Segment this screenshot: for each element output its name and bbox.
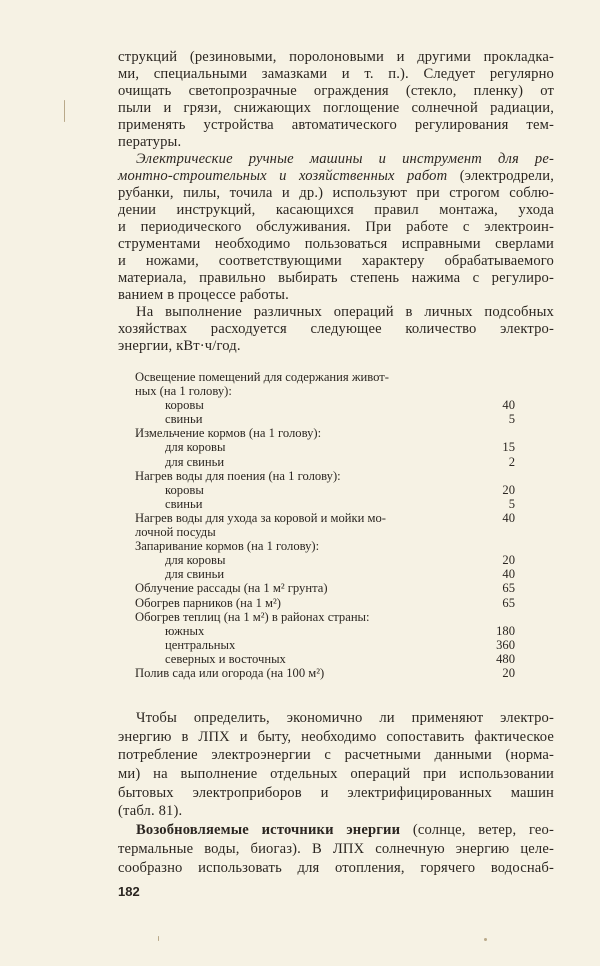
row-value: 360	[496, 637, 515, 652]
italic-run: монтно-строительных и хозяйственных работ	[118, 168, 448, 184]
scan-speck	[484, 938, 487, 941]
row-label: Полив сада или огорода (на 100 м²)	[135, 665, 325, 680]
row-value: 180	[496, 623, 515, 638]
scan-speck	[158, 936, 159, 941]
table-row	[135, 638, 515, 652]
row-value: 5	[508, 496, 515, 511]
table-row	[135, 539, 515, 553]
text-run: очищать светопрозрачные ограждения (стекло, пленку) от	[118, 83, 554, 99]
text-run: энергии, кВт·ч/год.	[118, 338, 241, 354]
row-label: центральных	[165, 637, 236, 652]
text-run: сообразно использовать для отопления, горячего водоснаб-	[118, 859, 554, 876]
table-row	[135, 610, 515, 624]
text-line	[118, 802, 554, 821]
row-label: Нагрев воды для ухода за коровой и мойки мо-	[135, 510, 386, 525]
row-label: для свиньи	[165, 454, 225, 469]
bold-run: Возобновляемые источники энергии	[136, 822, 401, 839]
row-label: Обогрев парников (на 1 м²)	[135, 595, 281, 610]
row-label: ных (на 1 голову):	[135, 384, 232, 399]
table-row	[135, 525, 515, 539]
text-run: струкций (резиновыми, поролоновыми и другими прокладка-	[118, 49, 554, 65]
text-line	[118, 821, 554, 840]
row-label: Нагрев воды для поения (на 1 голову):	[135, 468, 341, 483]
text-run: струментами необходимо пользоваться исправными сверлами	[118, 236, 554, 252]
text-line	[118, 338, 554, 355]
text-line	[118, 840, 554, 859]
text-run: ми) на выполнение отдельных операций при использовании	[118, 766, 554, 783]
row-value: 40	[502, 510, 515, 525]
italic-run: Электрические ручные машины и инструмент для ре-	[136, 151, 554, 167]
row-value: 65	[502, 581, 515, 596]
text-line	[118, 709, 554, 728]
row-label: коровы	[165, 482, 204, 497]
text-line	[118, 236, 554, 253]
bottom-text-block	[118, 709, 554, 877]
row-value: 5	[508, 412, 515, 427]
table-row	[135, 426, 515, 440]
table-row	[135, 412, 515, 426]
energy-consumption-table	[135, 370, 515, 680]
table-row	[135, 370, 515, 384]
text-run: энергию в ЛПХ и быту, необходимо сопоставить фактическое	[118, 728, 554, 745]
row-label: коровы	[165, 398, 204, 413]
text-run: (электродрели,	[447, 168, 554, 184]
row-label: Облучение рассады (на 1 м² грунта)	[135, 581, 328, 596]
text-line	[118, 270, 554, 287]
table-row	[135, 624, 515, 638]
text-run: хозяйствах расходуется следующее количество электро-	[118, 321, 554, 337]
row-value: 480	[496, 651, 515, 666]
text-line	[118, 151, 554, 168]
text-run: потребление электроэнергии с расчетными данными (норма-	[118, 747, 554, 764]
text-line	[118, 304, 554, 321]
text-line	[118, 859, 554, 878]
row-value: 65	[502, 595, 515, 610]
table-row	[135, 497, 515, 511]
row-label: свиньи	[165, 412, 203, 427]
text-line	[118, 287, 554, 304]
text-line	[118, 253, 554, 270]
text-run: применять устройства автоматического регулирования тем-	[118, 117, 554, 133]
text-run: бытовых электроприборов и электрифицированных машин	[118, 784, 554, 801]
text-line	[118, 134, 554, 151]
row-label: для коровы	[165, 440, 226, 455]
text-line	[118, 66, 554, 83]
text-run: пыли и грязи, снижающих поглощение солнечной радиации,	[118, 100, 554, 116]
table-row	[135, 511, 515, 525]
text-run: Чтобы определить, экономично ли применяют электро-	[136, 710, 554, 726]
text-line	[118, 765, 554, 784]
row-label: Обогрев теплиц (на 1 м²) в районах страны:	[135, 609, 370, 624]
text-line	[118, 49, 554, 66]
text-line	[118, 168, 554, 185]
table-row	[135, 567, 515, 581]
row-value: 40	[502, 398, 515, 413]
table-row	[135, 440, 515, 454]
text-line	[118, 100, 554, 117]
table-row	[135, 581, 515, 595]
text-run: и периодического обслуживания. При работе с электроин-	[118, 219, 554, 235]
text-run: пературы.	[118, 134, 182, 150]
row-label: лочной посуды	[135, 525, 216, 540]
row-label: Освещение помещений для содержания живот-	[135, 370, 389, 384]
row-label: свиньи	[165, 496, 203, 511]
text-run: (солнце, ветер, гео-	[400, 822, 554, 839]
top-text-block	[118, 49, 554, 355]
table-row	[135, 455, 515, 469]
row-value: 2	[508, 454, 515, 469]
text-line	[118, 784, 554, 803]
table-row	[135, 666, 515, 680]
text-line	[118, 219, 554, 236]
text-run: рубанки, пилы, точила и др.) используют при строгом соблю-	[118, 185, 554, 201]
text-line	[118, 728, 554, 747]
row-label: Запаривание кормов (на 1 голову):	[135, 539, 320, 554]
text-run: (табл. 81).	[118, 803, 183, 820]
text-run: и ножами, соответствующими характеру обрабатываемого	[118, 253, 554, 269]
row-label: для коровы	[165, 553, 226, 568]
table-row	[135, 483, 515, 497]
text-run: материала, правильно выбирать степень нажима с регулиро-	[118, 270, 554, 286]
text-run: ми, специальными замазками и т. п.). Следует регулярно	[118, 66, 554, 82]
row-value: 20	[502, 553, 515, 568]
row-label: Измельчение кормов (на 1 голову):	[135, 426, 322, 441]
text-run: дении инструкций, касающихся правил монтажа, ухода	[118, 202, 554, 218]
row-label: южных	[165, 623, 205, 638]
text-run: термальные воды, биогаз). В ЛПХ солнечную энергию целе-	[118, 840, 554, 857]
table-row	[135, 469, 515, 483]
row-value: 20	[502, 482, 515, 497]
row-value: 15	[502, 440, 515, 455]
text-run: На выполнение различных операций в личных подсобных	[136, 304, 554, 320]
table-row	[135, 596, 515, 610]
scan-speck	[64, 100, 65, 122]
page-number: 182	[118, 884, 140, 899]
text-line	[118, 117, 554, 134]
row-label: для свиньи	[165, 567, 225, 582]
row-value: 40	[502, 567, 515, 582]
row-label: северных и восточных	[165, 651, 286, 666]
table-row	[135, 384, 515, 398]
table-row	[135, 398, 515, 412]
text-run: ванием в процессе работы.	[118, 287, 289, 303]
text-line	[118, 746, 554, 765]
text-line	[118, 83, 554, 100]
text-line	[118, 321, 554, 338]
table-row	[135, 553, 515, 567]
table-row	[135, 652, 515, 666]
row-value: 20	[502, 665, 515, 680]
text-line	[118, 185, 554, 202]
text-line	[118, 202, 554, 219]
